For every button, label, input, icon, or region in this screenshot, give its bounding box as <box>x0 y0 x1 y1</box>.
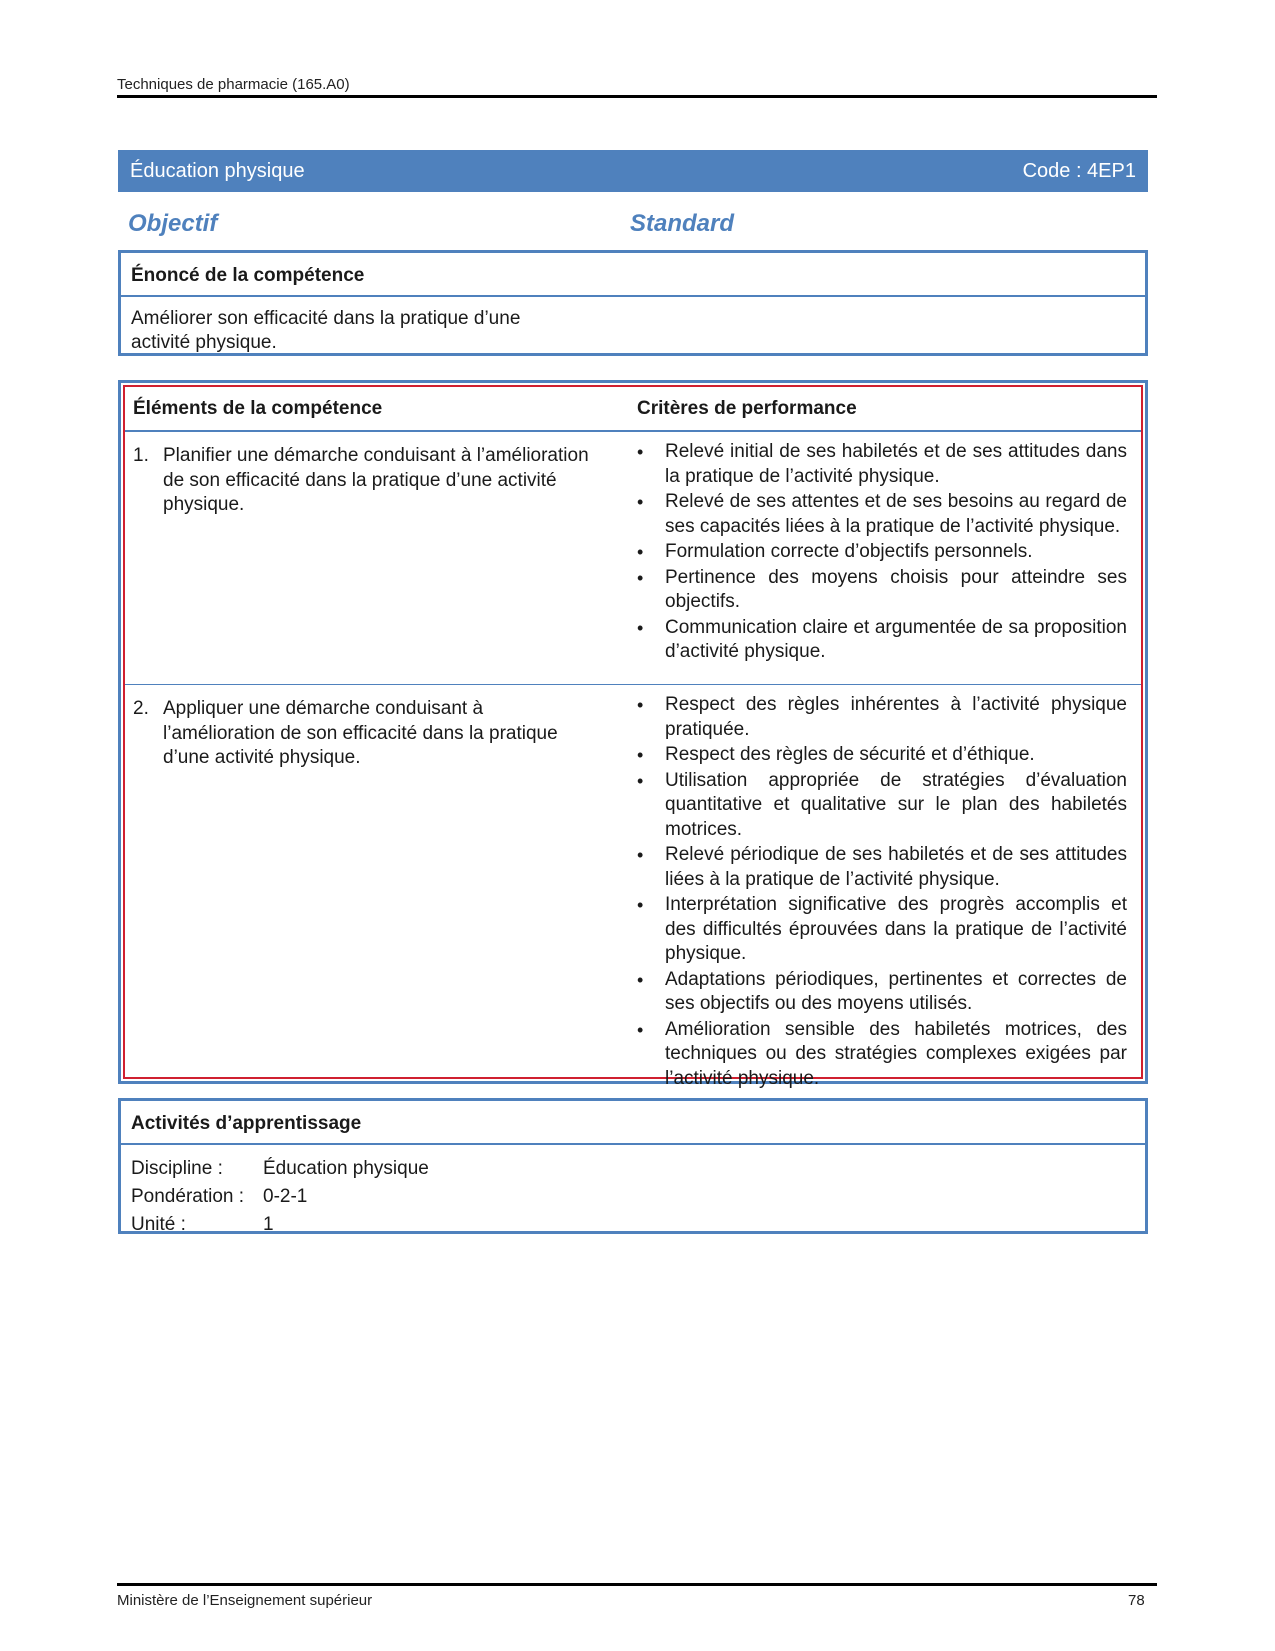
discipline-row <box>131 1155 1135 1183</box>
criterion-item: • Pertinence des moyens choisis pour atteindre ses objectifs. <box>637 566 1127 615</box>
criterion-item: • Communication claire et argumentée de sa proposition d’activité physique. <box>637 616 1127 665</box>
element-text: Planifier une démarche conduisant à l’amélioration de son efficacité dans la pratique d’une activité physique. <box>163 445 589 515</box>
course-title-bar <box>118 150 1148 192</box>
criterion-item: • Respect des règles inhérentes à l’activité physique pratiquée. <box>637 693 1127 742</box>
page-number: 78 <box>1128 1592 1145 1609</box>
footer-ministry: Ministère de l’Enseignement supérieur <box>117 1592 373 1609</box>
footer-rule <box>117 1583 1157 1586</box>
activites-heading: Activités d’apprentissage <box>121 1101 1145 1145</box>
bullet-icon: • <box>637 895 644 915</box>
criterion-item: • Relevé périodique de ses habiletés et de ses attitudes liées à la pratique de l’activité physique. <box>637 843 1127 892</box>
criterion-item: • Relevé de ses attentes et de ses besoins au regard de ses capacités liées à la pratique de l’activité physique. <box>637 490 1127 539</box>
elements-header <box>125 387 1141 432</box>
criterion-item: • Relevé initial de ses habiletés et de ses attitudes dans la pratique de l’activité physique. <box>637 440 1127 489</box>
header-program: Techniques de pharmacie (165.A0) <box>117 76 350 93</box>
course-title: Éducation physique <box>130 159 305 182</box>
unite-label: Unité : <box>131 1214 186 1235</box>
elements-box <box>118 380 1148 1089</box>
header-rule <box>117 95 1157 98</box>
bullet-icon: • <box>637 695 644 715</box>
criterion-item: • Respect des règles de sécurité et d’éthique. <box>637 743 1127 768</box>
bullet-icon: • <box>637 969 644 990</box>
bullet-icon: • <box>637 492 644 512</box>
discipline-label: Discipline : <box>131 1158 223 1179</box>
criterion-item: • Formulation correcte d’objectifs personnels. <box>637 540 1127 565</box>
course-code: Code : 4EP1 <box>1022 159 1136 182</box>
elements-heading: Éléments de la compétence <box>133 397 383 419</box>
activites-body <box>121 1145 1145 1249</box>
element-number: 1. <box>133 445 149 466</box>
ponderation-value: 0-2-1 <box>263 1186 308 1207</box>
bullet-icon: • <box>637 1019 644 1040</box>
bullet-icon: • <box>637 845 644 865</box>
ponderation-label: Pondération : <box>131 1186 245 1207</box>
bullet-icon: • <box>637 567 644 588</box>
element-row <box>125 432 1141 685</box>
activites-box <box>118 1098 1148 1234</box>
unite-row <box>131 1211 1135 1239</box>
bullet-icon: • <box>637 617 644 638</box>
subhead-objectif: Objectif <box>128 210 218 237</box>
criterion-item: • Adaptations périodiques, pertinentes et correctes de ses objectifs ou des moyens utilisés. <box>637 968 1127 1017</box>
enonce-heading: Énoncé de la compétence <box>121 253 1145 297</box>
element-number: 2. <box>133 698 149 719</box>
enonce-text <box>121 297 1145 365</box>
unite-value: 1 <box>263 1214 274 1235</box>
bullet-icon: • <box>637 442 644 462</box>
subhead-standard: Standard <box>630 210 735 237</box>
ponderation-row <box>131 1183 1135 1211</box>
criterion-item: • Interprétation significative des progrès accomplis et des difficultés éprouvées dans la pratique de l’activité physique. <box>637 893 1127 967</box>
bullet-icon: • <box>637 770 644 791</box>
element-row <box>125 685 1141 1089</box>
enonce-box <box>118 250 1148 356</box>
element-text: Appliquer une démarche conduisant à l’amélioration de son efficacité dans la pratique d’une activité physique. <box>163 698 558 768</box>
criteria-heading: Critères de performance <box>637 397 857 419</box>
bullet-icon: • <box>637 542 644 562</box>
enonce-text-line1: Améliorer son efficacité dans la pratique d’une <box>131 308 521 329</box>
criterion-item: • Amélioration sensible des habiletés motrices, des techniques ou des stratégies complexes exigées par l’activité physique. <box>637 1018 1127 1092</box>
bullet-icon: • <box>637 745 644 765</box>
discipline-value: Éducation physique <box>263 1158 429 1179</box>
enonce-text-line2: activité physique. <box>131 332 277 353</box>
elements-table <box>123 385 1143 1089</box>
criterion-item: • Utilisation appropriée de stratégies d’évaluation quantitative et qualitative sur le plan des habiletés motrices. <box>637 769 1127 843</box>
